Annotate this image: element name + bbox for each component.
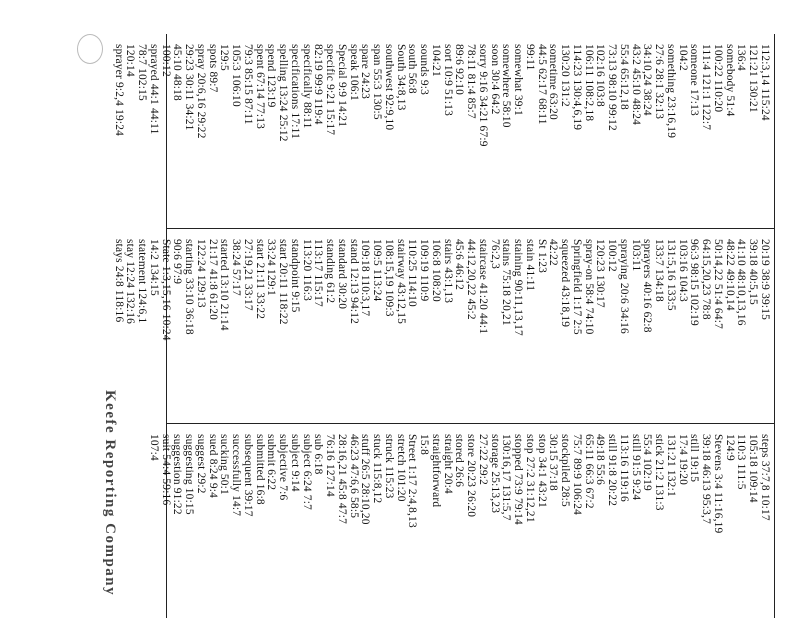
index-entry: 112:3,14 115:24: [759, 44, 771, 121]
index-entry: something 23:16,19: [665, 44, 677, 139]
index-entry: subsequent 39:17: [242, 434, 254, 517]
index-entry: 113:20 116:3: [300, 239, 313, 301]
index-entry: 42:22: [547, 239, 560, 266]
index-entry: subject 9:14: [289, 434, 301, 492]
index-entry: 44:5 62:17 68:11: [535, 44, 548, 125]
index-entry: 103:11: [629, 239, 642, 272]
index-entry: standpoint 9:15: [289, 239, 301, 313]
index-entry: stuff 26:5 28:10,20: [359, 434, 372, 525]
index-entry: spray 20:6,16 29:22: [195, 44, 207, 139]
index-entry: start 20:11 118:22: [277, 239, 290, 325]
index-entry: sprayer 9:2,4 19:24: [112, 44, 125, 137]
index-entry: 55:4 102:19: [641, 434, 654, 491]
index-entry: 48:22 49:10,14: [723, 239, 736, 311]
footer-company: Keefe Reporting Company: [102, 390, 118, 597]
index-entry: stored 26:6: [453, 434, 466, 488]
index-frame: [112, 34, 774, 618]
index-entry: sued 8:24 9:4: [206, 434, 219, 498]
index-entry: sub 6:18: [312, 434, 325, 475]
index-entry: stockpiled 28:5: [559, 434, 572, 507]
index-entry: submit 6:22: [265, 434, 278, 491]
index-entry: 73:13 98:10 99:12: [606, 44, 619, 131]
index-entry: sort 10:9 51:13: [441, 44, 454, 116]
index-entry: 104:21: [430, 44, 442, 77]
index-entry: 45:6 46:12: [453, 239, 466, 291]
index-entry: 49:18 55:6: [594, 434, 607, 486]
index-entry: suggestion 91:22: [171, 434, 184, 515]
index-entry: 108:15,19 109:3: [383, 239, 395, 317]
index-entry: St 1:23: [535, 239, 548, 273]
index-entry: 104:2: [676, 44, 689, 71]
index-entry: straight 20:4: [441, 434, 454, 494]
index-entry: spent 67:14 77:13: [253, 44, 266, 130]
index-entry: speak 106:1: [347, 44, 360, 101]
index-entry: stuck 115:8,12: [371, 434, 384, 504]
index-entry: 102:16 103:8: [594, 44, 607, 107]
index-entry: 44:12,20,22 45:2: [465, 239, 478, 320]
index-entry: 27:6 28:1 32:13: [653, 44, 666, 120]
index-entry: 17:4 19:20: [676, 434, 689, 486]
index-entry: spray-on 58:4 74:10: [582, 239, 595, 335]
index-entry: 106:8 108:20: [430, 239, 442, 302]
index-entry: State 1:3,15,16 10:24: [159, 239, 172, 341]
index-entry: statement 124:6,1: [136, 239, 149, 324]
index-entry: somewhat 39:1: [512, 44, 525, 116]
index-entry: span 55:3 130:5: [371, 44, 384, 120]
index-column: [112, 34, 774, 229]
index-entry: 38:24 57:17: [230, 239, 243, 296]
index-entry: 96:3 98:15 102:19: [688, 239, 701, 326]
index-entry: 99:11: [524, 44, 536, 71]
index-entry: sprayed 44:1 44:11: [148, 44, 160, 135]
index-entry: steps 37:7,8 10:17: [759, 434, 771, 521]
index-entry: subjective 7:6: [277, 434, 290, 501]
index-entry: 45:10 48:18: [171, 44, 184, 101]
index-column: [148, 424, 774, 618]
index-entry: 75:7 89:9 106:24: [571, 434, 583, 516]
index-entry: still 91:8 20:22: [606, 434, 619, 507]
index-entry: sucking 50:1: [218, 434, 231, 495]
index-entry: 20:19 38:9 39:15: [759, 239, 771, 321]
index-entry: 14:2 134:15: [148, 239, 160, 296]
hole-punch-mark: [77, 34, 103, 64]
index-entry: 27:22 29:2: [477, 434, 489, 486]
index-entry: specifications 17:11: [289, 44, 301, 139]
index-entry: 15:8: [418, 434, 431, 456]
index-entry: stain 41:11: [524, 239, 536, 292]
index-entry: straightforward: [430, 434, 442, 508]
index-entry: 130:20 131:2: [559, 44, 572, 107]
index-columns: [112, 34, 774, 618]
index-column: [112, 229, 774, 424]
index-entry: 114:23 130:4,6,19: [571, 44, 583, 131]
index-entry: Special 9:9 14:21: [336, 44, 348, 128]
index-entry: staircase 41:20 44:1: [477, 239, 489, 335]
right-rule: [774, 34, 775, 618]
index-entry: suggest 29:2: [195, 434, 207, 494]
index-entry: stop 27:2 31:12,21: [524, 434, 536, 523]
index-entry: specifically 88:11: [300, 44, 313, 129]
index-entry: 29:23 30:11 34:21: [183, 44, 196, 131]
index-entry: 136:4: [735, 44, 748, 71]
index-entry: stains 75:18 20,21: [500, 239, 513, 326]
index-entry: Stevens 3:4 11:16,19: [712, 434, 724, 534]
index-entry: still 19:15: [688, 434, 701, 483]
index-entry: 28:16,21 45:8 47:7: [336, 434, 348, 524]
index-entry: still 91:5 9:24: [629, 434, 642, 501]
index-entry: 105:18 109:14: [747, 434, 760, 503]
index-entry: stop 34:1 43:21: [535, 434, 548, 508]
index-entry: suit 54:4 59:16: [159, 434, 172, 506]
index-entry: 113:17 115:17: [312, 239, 325, 307]
index-entry: spraying 20:6 34:16: [618, 239, 630, 334]
index-entry: 27:19,21 33:17: [242, 239, 254, 311]
index-entry: 120:23 130:17: [594, 239, 607, 308]
rotated-index: [112, 34, 774, 618]
index-entry: spend 123:19: [265, 44, 278, 108]
index-entry: 105:3 106:10: [230, 44, 243, 107]
index-entry: stand 12:13 94:12: [347, 239, 360, 325]
index-entry: 90:6 97:9: [171, 239, 184, 285]
index-entry: Springfield 1:17 2:5: [571, 239, 583, 335]
index-entry: soon 30:4 64:2: [488, 44, 501, 115]
index-entry: 109:18 110:3,17: [359, 239, 372, 317]
index-entry: stairway 43:12,15: [394, 239, 407, 325]
index-entry: 33:24 129:1: [265, 239, 278, 296]
index-entry: stay 12:24 132:16: [124, 239, 137, 325]
index-entry: 110:25 114:10: [406, 239, 419, 307]
index-entry: 78:7 102:15: [136, 44, 149, 101]
index-entry: spare 24:23: [359, 44, 372, 100]
index-entry: subject 6:24 7:7: [300, 434, 313, 510]
index-entry: 131:5,16 133:5: [665, 239, 677, 311]
index-entry: 65:11 66:3 67:2: [582, 434, 595, 509]
index-entry: 109:19 110:9: [418, 239, 431, 302]
index-entry: 122:24 129:13: [195, 239, 207, 308]
index-entry: sometime 63:20: [547, 44, 560, 120]
index-entry: sorry 9:16 34:21 67:9: [477, 44, 489, 147]
index-entry: standing 61:2: [324, 239, 337, 304]
index-entry: stick 21:2 131:3: [653, 434, 666, 511]
index-entry: 131:21 132:1: [665, 434, 677, 497]
index-entry: 79:3 85:15 87:11: [242, 44, 254, 125]
index-entry: squeezed 43:18,19: [559, 239, 572, 328]
index-entry: spots 89:7: [206, 44, 219, 93]
index-entry: 100:22 110:20: [712, 44, 724, 113]
index-entry: stopped 73:9 79:14: [512, 434, 525, 525]
index-entry: submitted 16:8: [253, 434, 266, 505]
index-entry: 120:14: [124, 44, 137, 77]
index-entry: specific 9:21 15:17: [324, 44, 337, 136]
index-entry: 39:18 46:13 95:3,7: [700, 434, 713, 524]
index-entry: 107:4: [148, 434, 160, 461]
index-entry: suggesting 10:15: [183, 434, 196, 515]
index-entry: 121:21 130:21: [747, 44, 760, 113]
index-entry: south 56:8: [406, 44, 419, 94]
index-entry: 43:2 45:10 48:24: [629, 44, 642, 126]
index-entry: southwest 92:9,10: [383, 44, 395, 131]
index-entry: stays 24:8 118:16: [112, 239, 125, 323]
index-entry: 55:4 65:12,18: [618, 44, 630, 110]
index-entry: 109:5 113:24: [371, 239, 384, 302]
index-entry: 133:7 134:18: [653, 239, 666, 302]
index-entry: South 34:8,13: [394, 44, 407, 111]
index-entry: 111:4 121:1 122:7: [700, 44, 713, 131]
index-entry: standard 30:20: [336, 239, 348, 310]
index-entry: stairs 43:1,13: [441, 239, 454, 304]
index-entry: 100:12: [159, 44, 172, 77]
index-entry: 110:3 111:5: [735, 434, 748, 490]
index-entry: sounds 9:3: [418, 44, 431, 96]
index-entry: 41:10 48:10,13,16: [735, 239, 748, 326]
index-entry: 76:2,3: [488, 239, 501, 269]
index-entry: started 13:10 21:14: [218, 239, 231, 331]
index-entry: 89:6 92:10: [453, 44, 466, 96]
index-entry: Street 1:17 2:4,8,13: [406, 434, 419, 528]
index-entry: stretch 101:20: [394, 434, 407, 502]
index-entry: starting 33:10 36:18: [183, 239, 196, 335]
index-entry: 82:19 99:9 119:4: [312, 44, 325, 125]
index-entry: 21:17 41:8 61:20: [206, 239, 219, 321]
index-entry: 46:23 47:6,6 58:5: [347, 434, 360, 519]
index-entry: sprayers 40:16 62:8: [641, 239, 654, 333]
index-entry: 34:10,24 38:24: [641, 44, 654, 116]
index-entry: 129:5: [218, 44, 231, 71]
index-entry: 124:9: [723, 434, 736, 461]
index-entry: 130:16,17 131:5,7: [500, 434, 513, 521]
index-entry: 103:16 104:3: [676, 239, 689, 302]
index-entry: somebody 51:4: [723, 44, 736, 117]
index-entry: 78:11 81:4 85:7: [465, 44, 478, 119]
index-entry: storage 25:13,23: [488, 434, 501, 514]
index-entry: 64:15,20,23 78:8: [700, 239, 713, 320]
index-entry: 76:16 127:14: [324, 434, 337, 497]
index-entry: staining 90:11,13,17: [512, 239, 525, 336]
index-entry: 106:11 108:2,18: [582, 44, 595, 122]
index-entry: 50:14,22 51:4 64:7: [712, 239, 724, 329]
index-entry: start 21:11 33:22: [253, 239, 266, 320]
index-entry: successfully 14:7: [230, 434, 243, 517]
index-entry: spelling 13:24 25:12: [277, 44, 290, 142]
index-entry: 100:12: [606, 239, 619, 272]
index-entry: 39:18 40:5,15: [747, 239, 760, 305]
index-entry: somewhere 58:10: [500, 44, 513, 128]
index-entry: struck 115:23: [383, 434, 395, 499]
index-entry: 30:15 37:18: [547, 434, 560, 491]
index-entry: someone 17:13: [688, 44, 701, 116]
index-entry: store 20:23 26:20: [465, 434, 478, 518]
index-entry: 113:16 119:16: [618, 434, 630, 502]
